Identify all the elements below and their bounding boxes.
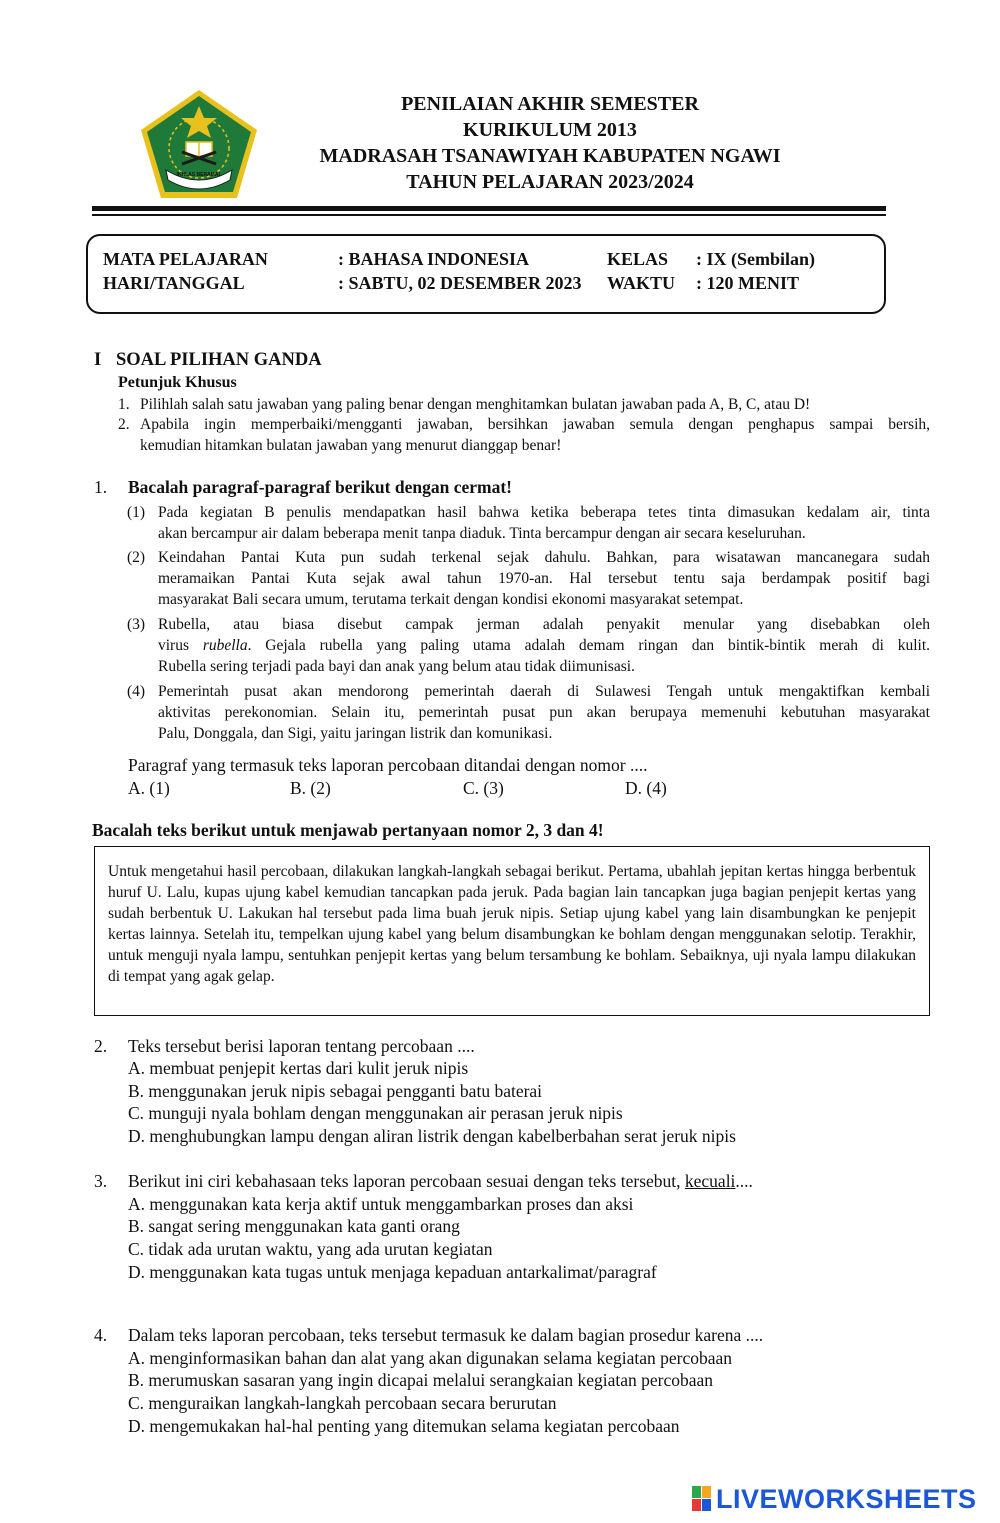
liveworksheets-watermark bbox=[692, 1482, 977, 1516]
q4-option-a[interactable]: A. menginformasikan bahan dan alat yang akan digunakan selama kegiatan percobaan bbox=[128, 1348, 732, 1368]
waktu-label: WAKTU bbox=[607, 273, 676, 293]
mapel-value: : BAHASA INDONESIA bbox=[338, 249, 530, 269]
q2-question: Teks tersebut berisi laporan tentang percobaan .... bbox=[128, 1036, 475, 1056]
petunjuk-text-1: Pilihlah salah satu jawaban yang paling benar dengan menghitamkan bulatan jawaban pada A, B, C, atau D! bbox=[140, 396, 811, 413]
q1-para3-virus: virus bbox=[158, 637, 203, 654]
header-title-3: MADRASAH TSANAWIYAH KABUPATEN NGAWI bbox=[319, 145, 781, 167]
q3-option-a[interactable]: A. menggunakan kata kerja aktif untuk menggambarkan proses dan aksi bbox=[128, 1194, 634, 1214]
q1-para2-line1: Keindahan Pantai Kuta pun sudah terkenal sejak dahulu. Bahkan, para wisatawan mancanegara sudah bbox=[158, 549, 930, 566]
q2-number: 2. bbox=[94, 1036, 108, 1056]
header-rule-thin bbox=[92, 214, 886, 216]
reading-instruction: Bacalah teks berikut untuk menjawab pertanyaan nomor 2, 3 dan 4! bbox=[92, 820, 604, 840]
q1-para3-line2-rest: . Gejala rubella yang paling utama adalah demam ringan dan bintik-bintik merah di kulit. bbox=[247, 637, 930, 654]
petunjuk-num-1: 1. bbox=[118, 396, 130, 413]
kelas-value: : IX (Sembilan) bbox=[696, 249, 816, 269]
logo-text: IKHLAS BERAMAL bbox=[176, 172, 222, 178]
q2-option-c[interactable]: C. munguji nyala bohlam dengan menggunakan air perasan jeruk nipis bbox=[128, 1103, 623, 1123]
q1-para1-line2: akan bercampur air dalam beberapa menit tanpa diaduk. Tinta bercampur dengan air secara keseluruhan. bbox=[158, 525, 806, 542]
q1-para1-num: (1) bbox=[127, 504, 146, 521]
q1-para4-line1: Pemerintah pusat akan mendorong pemerintah daerah di Sulawesi Tengah untuk mengaktifkan kembali bbox=[158, 683, 930, 700]
q2-option-b[interactable]: B. menggunakan jeruk nipis sebagai pengganti batu baterai bbox=[128, 1081, 543, 1101]
q3-option-c[interactable]: C. tidak ada urutan waktu, yang ada urutan kegiatan bbox=[128, 1239, 493, 1259]
section-number: I bbox=[94, 350, 102, 370]
q1-option-b[interactable]: B. (2) bbox=[290, 778, 331, 798]
q1-para1-line1: Pada kegiatan B penulis mendapatkan hasil bahwa ketika beberapa tetes tinta dimasukan kedalam air, tinta bbox=[158, 504, 930, 521]
section-title: SOAL PILIHAN GANDA bbox=[116, 350, 322, 370]
q2-option-a[interactable]: A. membuat penjepit kertas dari kulit jeruk nipis bbox=[128, 1058, 469, 1078]
kelas-label: KELAS bbox=[607, 249, 669, 269]
hari-value: : SABTU, 02 DESEMBER 2023 bbox=[338, 273, 582, 293]
q1-number: 1. bbox=[94, 477, 108, 497]
q1-para3-line2 bbox=[158, 635, 930, 656]
q3-number: 3. bbox=[94, 1171, 108, 1191]
q1-para4-line2: aktivitas perekonomian. Selain itu, pemerintah pusat pun akan berupaya memenuhi kebutuhan masyarakat bbox=[158, 704, 930, 721]
q1-para2-num: (2) bbox=[127, 549, 146, 566]
q1-option-a[interactable]: A. (1) bbox=[128, 778, 170, 798]
petunjuk-text-2b: kemudian hitamkan bulatan jawaban yang menurut dianggap benar! bbox=[140, 437, 562, 454]
q1-para4-num: (4) bbox=[127, 683, 146, 700]
q1-instruction: Bacalah paragraf-paragraf berikut dengan cermat! bbox=[128, 477, 512, 497]
header-title-1: PENILAIAN AKHIR SEMESTER bbox=[401, 93, 699, 115]
header-title-4: TAHUN PELAJARAN 2023/2024 bbox=[406, 171, 694, 193]
q4-question: Dalam teks laporan percobaan, teks tersebut termasuk ke dalam bagian prosedur karena .... bbox=[128, 1325, 764, 1345]
petunjuk-title: Petunjuk Khusus bbox=[118, 374, 237, 391]
q4-option-c[interactable]: C. menguraikan langkah-langkah percobaan secara berurutan bbox=[128, 1393, 557, 1413]
q1-para3-line1: Rubella, atau biasa disebut campak jerman adalah penyakit menular yang disebabkan oleh bbox=[158, 616, 930, 633]
q4-option-b[interactable]: B. merumuskan sasaran yang ingin dicapai melalui serangkaian kegiatan percobaan bbox=[128, 1370, 714, 1390]
header-title-2: KURIKULUM 2013 bbox=[463, 119, 637, 141]
q1-para2-line3: masyarakat Bali secara umum, terutama terkait dengan kondisi ekonomi masyarakat setempat. bbox=[158, 591, 744, 608]
q1-para3-line3: Rubella sering terjadi pada bayi dan anak yang belum atau tidak diimunisasi. bbox=[158, 658, 635, 675]
q3-question-dots: .... bbox=[735, 1171, 753, 1191]
petunjuk-text-2a: Apabila ingin memperbaiki/mengganti jawaban, bersihkan jawaban semula dengan penghapus sampai bersih, bbox=[140, 416, 930, 433]
liveworksheets-icon bbox=[692, 1486, 712, 1512]
q3-question bbox=[128, 1170, 753, 1193]
hari-label: HARI/TANGGAL bbox=[103, 273, 245, 293]
q3-kecuali: kecuali bbox=[684, 1171, 736, 1191]
q1-option-c[interactable]: C. (3) bbox=[463, 778, 504, 798]
q4-number: 4. bbox=[94, 1325, 108, 1345]
q2-option-d[interactable]: D. menghubungkan lampu dengan aliran listrik dengan kabelberbahan serat jeruk nipis bbox=[128, 1126, 736, 1146]
q3-option-d[interactable]: D. menggunakan kata tugas untuk menjaga kepaduan antarkalimat/paragraf bbox=[128, 1262, 657, 1282]
q3-question-text: Berikut ini ciri kebahasaan teks laporan percobaan sesuai dengan teks tersebut, bbox=[128, 1171, 685, 1191]
mapel-label: MATA PELAJARAN bbox=[103, 249, 268, 269]
q1-para3-num: (3) bbox=[127, 616, 146, 633]
q1-para2-line2: meramaikan Pantai Kuta sejak awal tahun 1970-an. Hal tersebut tentu saja berdampak positif bagi bbox=[158, 570, 930, 587]
petunjuk-num-2: 2. bbox=[118, 416, 130, 433]
q1-para3-rubella-italic: rubella bbox=[202, 637, 248, 654]
q1-question: Paragraf yang termasuk teks laporan percobaan ditandai dengan nomor .... bbox=[128, 755, 648, 775]
q1-option-d[interactable]: D. (4) bbox=[625, 778, 667, 798]
reading-passage-box bbox=[94, 846, 930, 1016]
header-rule-thick bbox=[92, 206, 886, 211]
reading-passage: Untuk mengetahui hasil percobaan, dilakukan langkah-langkah sebagai berikut. Pertama, ubahlah jepitan kertas hingga berbentuk huruf U. Lalu, kupas ujung kabel kemudian tancapkan pada jeruk. Pada bagian lain tancapkan juga bagian penjepit kertas yang sudah berbentuk U. Lakukan hal tersebut pada lima buah jeruk nipis. Setiap ujung kabel yang lain disambungkan ke penjepit kertas lainnya. Setelah itu, tempelkan ujung kabel yang belum disambungkan ke bohlam dengan menggunakan selotip. Terakhir, untuk menguji nyala lampu, sentuhkan penjepit kertas yang belum tersambung ke bohlam. Sebaiknya, uji nyala lampu dilakukan di tempat yang agak gelap. bbox=[108, 863, 916, 985]
q4-option-d[interactable]: D. mengemukakan hal-hal penting yang ditemukan selama kegiatan percobaan bbox=[128, 1416, 680, 1436]
waktu-value: : 120 MENIT bbox=[696, 273, 799, 293]
q3-option-b[interactable]: B. sangat sering menggunakan kata ganti orang bbox=[128, 1216, 460, 1236]
q1-para4-line3: Palu, Donggala, dan Sigi, yaitu jaringan listrik dan komunikasi. bbox=[158, 725, 553, 742]
liveworksheets-text: LIVEWORKSHEETS bbox=[716, 1483, 977, 1514]
